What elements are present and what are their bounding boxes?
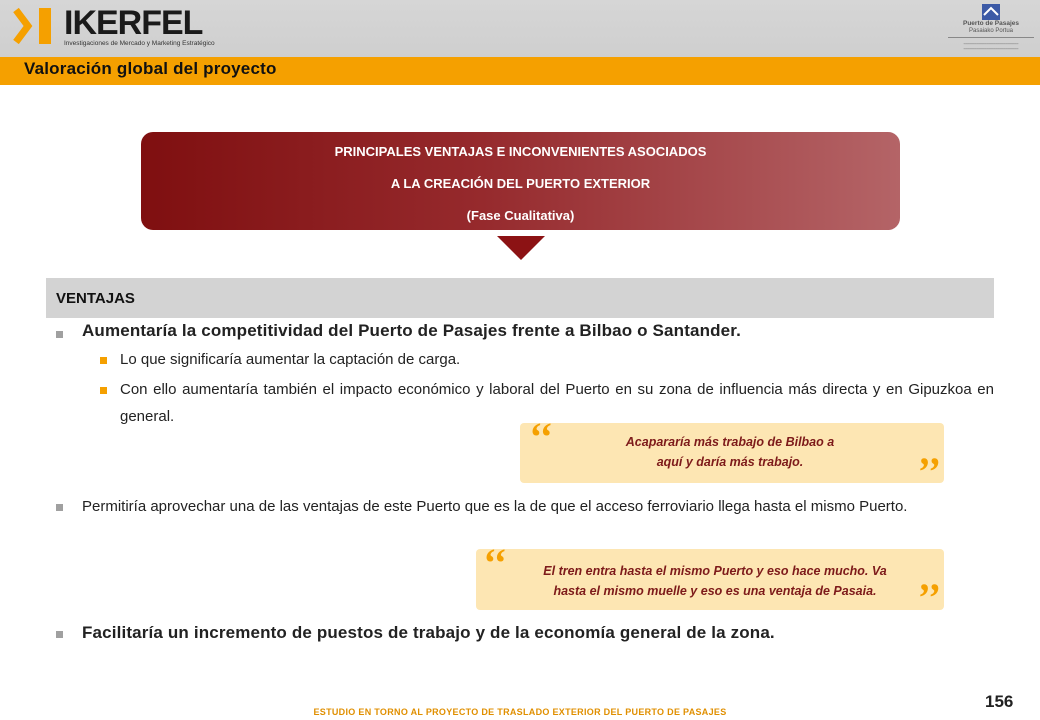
port-logo bbox=[946, 2, 1036, 54]
bullet-icon bbox=[56, 331, 63, 338]
banner-line-3: (Fase Cualitativa) bbox=[466, 208, 575, 223]
point-1-sub-1: Lo que significaría aumentar la captación de carga. bbox=[120, 351, 461, 368]
page-number: 156 bbox=[985, 692, 1014, 711]
port-logo-line2: Pasaiako Portua bbox=[968, 28, 1014, 34]
quote-1-line-2: aquí y daría más trabajo. bbox=[656, 455, 804, 469]
point-1: Aumentaría la competitividad del Puerto de Pasajes frente a Bilbao o Santander. bbox=[82, 321, 741, 340]
bullet-icon bbox=[100, 357, 107, 364]
quote-1-line-1: Acapararía más trabajo de Bilbao a bbox=[625, 435, 835, 449]
banner-line-2: A LA CREACIÓN DEL PUERTO EXTERIOR bbox=[390, 176, 651, 191]
logo-name: IKERFEL bbox=[64, 4, 203, 42]
port-wave-icon bbox=[982, 4, 1000, 20]
topic-banner bbox=[141, 132, 900, 230]
quote-open-icon: ‘‘ bbox=[528, 414, 552, 459]
ikerfel-logo-icon bbox=[12, 6, 58, 46]
port-logo-fine-print: ━━━━━━━━━━━━━━━━━━━━━━━━━━ bbox=[963, 47, 1019, 51]
logo-tagline: Investigaciones de Mercado y Marketing Estratégico bbox=[64, 40, 215, 47]
banner-line-1: PRINCIPALES VENTAJAS E INCONVENIENTES ASOCIADOS bbox=[334, 144, 707, 159]
point-3: Facilitaría un incremento de puestos de trabajo y de la economía general de la zona. bbox=[82, 623, 775, 642]
port-logo-fine-print: ━━━━━━━━━━━━━━━━━━━━━━━━━━ bbox=[963, 42, 1019, 46]
section-title: VENTAJAS bbox=[56, 290, 135, 307]
port-logo-divider bbox=[948, 37, 1034, 38]
quote-close-icon: ’’ bbox=[916, 449, 940, 494]
bullet-icon bbox=[56, 504, 63, 511]
page-title: Valoración global del proyecto bbox=[24, 59, 277, 78]
quote-2-line-1: El tren entra hasta el mismo Puerto y eso hace mucho. Va bbox=[543, 564, 887, 578]
port-logo-line1: Puerto de Pasajes bbox=[963, 20, 1019, 27]
point-1-sub-2: Con ello aumentaría también el impacto económico y laboral del Puerto en su zona de influencia más directa y en Gipuzkoa en general. bbox=[120, 381, 994, 425]
quote-2-line-2: hasta el mismo muelle y eso es una ventaja de Pasaia. bbox=[553, 584, 877, 598]
arrow-down-icon bbox=[497, 236, 545, 260]
footer-text: ESTUDIO EN TORNO AL PROYECTO DE TRASLADO EXTERIOR DEL PUERTO DE PASAJES bbox=[313, 707, 727, 717]
quote-1-text bbox=[560, 432, 900, 472]
bullet-icon bbox=[100, 387, 107, 394]
quote-open-icon: ‘‘ bbox=[482, 540, 506, 585]
quote-close-icon: ’’ bbox=[916, 575, 940, 620]
quote-2-text bbox=[500, 561, 930, 601]
bullet-icon bbox=[56, 631, 63, 638]
section-header bbox=[46, 278, 994, 318]
point-2: Permitiría aprovechar una de las ventajas de este Puerto que es la de que el acceso ferroviario llega hasta el mismo Puerto. bbox=[82, 498, 908, 515]
